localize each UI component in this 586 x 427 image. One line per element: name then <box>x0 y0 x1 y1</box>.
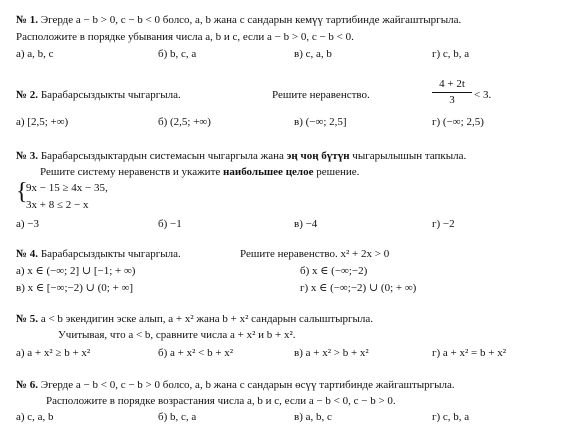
task-3-option-a: а) −3 <box>16 218 39 230</box>
task-text-kg: Эгерде a − b > 0, c − b < 0 болсо, a, b жана c сандарын кемүү тартибинде жайгаштыргыла. <box>40 14 462 26</box>
system-inequality-1: 9x − 15 ≥ 4x − 35, <box>26 182 108 194</box>
task-2-option-a: а) [2,5; +∞) <box>16 116 69 128</box>
task-5-kyrgyz <box>16 313 373 326</box>
task-text-kg: Барабарсыздыктардын системасын чыгаргыла жана <box>40 150 284 162</box>
task-2-option-d: г) (−∞; 2,5) <box>432 116 484 128</box>
task-5-option-d: г) a + x² = b + x² <box>432 347 507 359</box>
task-6-option-c: в) a, b, c <box>294 411 332 423</box>
task-text-ru-bold: наибольшее целое <box>223 166 314 178</box>
task-4-option-b: б) x ∈ (−∞;−2) <box>300 265 368 277</box>
task-6-kyrgyz <box>16 379 455 392</box>
fraction-numerator: 4 + 2t <box>439 78 465 90</box>
task-1-option-a: а) a, b, c <box>16 48 54 60</box>
task-number: № 2. <box>16 89 39 101</box>
task-number: № 3. <box>16 150 39 162</box>
task-3-option-b: б) −1 <box>158 218 182 230</box>
task-2-russian: Решите неравенство. <box>272 89 370 101</box>
fraction-denominator: 3 <box>449 94 455 106</box>
task-number: № 6. <box>16 379 39 391</box>
task-5-option-c: в) a + x² > b + x² <box>294 347 369 359</box>
task-4-option-c: в) x ∈ [−∞;−2) ∪ (0; + ∞] <box>16 282 134 294</box>
system-brace: { <box>16 179 28 205</box>
task-text-kg-end: чыгарылышын тапкыла. <box>352 150 467 162</box>
task-6-option-b: б) b, c, a <box>158 411 197 423</box>
task-5-option-a: а) a + x² ≥ b + x² <box>16 347 91 359</box>
task-3-option-d: г) −2 <box>432 218 455 230</box>
task-5-russian: Учитывая, что a < b, сравните числа a + x² и b + x². <box>58 329 296 341</box>
task-text-kg: a < b экендигин эске алып, a + x² жана b + x² сандарын салыштыргыла. <box>40 313 374 325</box>
task-2-option-c: в) (−∞; 2,5] <box>294 116 347 128</box>
task-text-kg: Эгерде a − b < 0, c − b > 0 болсо, a, b жана c сандарын өсүү тартибинде жайгаштыргыла. <box>40 379 455 391</box>
task-3-option-c: в) −4 <box>294 218 318 230</box>
task-3-russian <box>40 166 359 179</box>
task-text-ru: Решите систему неравенств и укажите <box>40 166 221 178</box>
task-3-kyrgyz <box>16 150 466 163</box>
task-text-ru-end: решение. <box>316 166 360 178</box>
task-2-kyrgyz <box>16 89 181 102</box>
task-4-kyrgyz <box>16 248 181 261</box>
task-number: № 1. <box>16 14 39 26</box>
task-1-option-b: б) b, c, a <box>158 48 197 60</box>
system-inequality-2: 3x + 8 ≤ 2 − x <box>26 199 89 211</box>
task-6-russian: Расположите в порядке возрастания числа a, b и c, если a − b < 0, c − b > 0. <box>46 395 396 407</box>
task-number: № 5. <box>16 313 39 325</box>
task-text-kg: Барабарсыздыкты чыгаргыла. <box>40 248 181 260</box>
task-6-option-d: г) c, b, a <box>432 411 470 423</box>
task-text-kg-bold: эң чоң бүтүн <box>286 150 350 162</box>
task-number: № 4. <box>16 248 39 260</box>
task-1-kyrgyz <box>16 14 461 27</box>
task-1-russian: Расположите в порядке убывания числа a, b и c, если a − b > 0, c − b < 0. <box>16 31 354 43</box>
task-1-option-c: в) c, a, b <box>294 48 332 60</box>
task-2-fraction <box>432 78 472 107</box>
task-2-option-b: б) (2,5; +∞) <box>158 116 211 128</box>
task-5-option-b: б) a + x² < b + x² <box>158 347 234 359</box>
task-text-kg: Барабарсыздыкты чыгаргыла. <box>40 89 181 101</box>
task-2-inequality-tail: < 3. <box>474 89 492 101</box>
task-4-option-a: а) x ∈ (−∞; 2] ∪ [−1; + ∞) <box>16 265 136 277</box>
task-4-russian: Решите неравенство. x² + 2x > 0 <box>240 248 390 260</box>
task-6-option-a: а) c, a, b <box>16 411 54 423</box>
task-1-option-d: г) c, b, a <box>432 48 470 60</box>
task-4-option-d: г) x ∈ (−∞;−2) ∪ (0; + ∞) <box>300 282 417 294</box>
